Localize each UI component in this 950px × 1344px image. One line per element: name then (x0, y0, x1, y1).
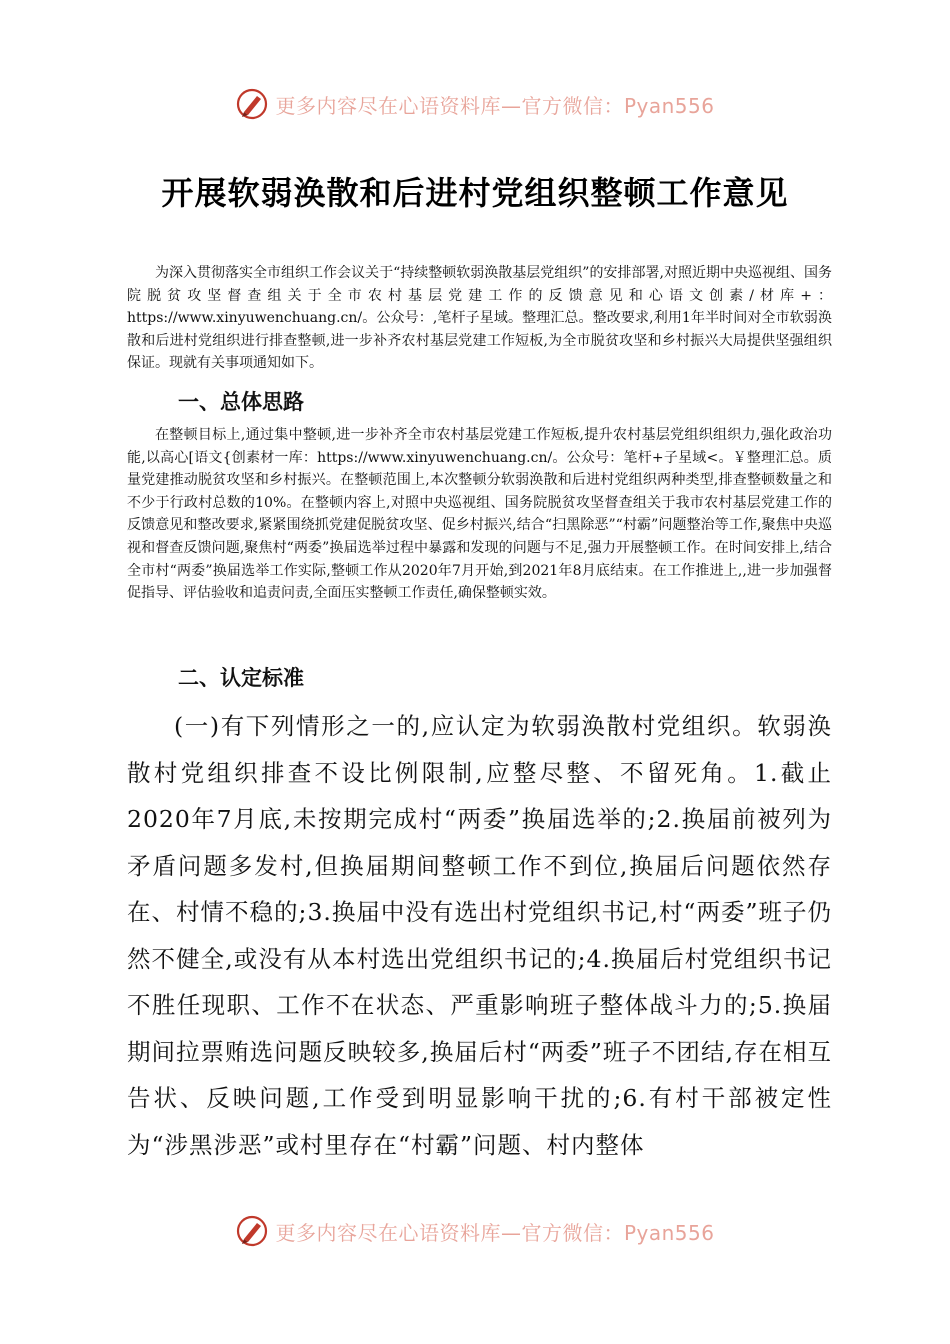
pen-logo-icon (235, 87, 269, 121)
watermark-header (0, 84, 950, 124)
watermark-text: 更多内容尽在心语资料库—官方微信：Pyan556 (275, 1220, 715, 1245)
section2-paragraph: (一)有下列情形之一的,应认定为软弱涣散村党组织。软弱涣散村党组织排查不设比例限制,应整尽整、不留死角。1.截止2020年7月底,未按期完成村“两委”换届选举的;2.换届前被列为矛盾问题多发村,但换届期间整顿工作不到位,换届后问题依然存在、村情不稳的;3.换届中没有选出村党组织书记,村“两委”班子仍然不健全,或没有从本村选出党组织书记的;4.换届后村党组织书记不胜任现职、工作不在状态、严重影响班子整体战斗力的;5.换届期间拉票贿选问题反映较多,换届后村“两委”班子不团结,存在相互告状、反映问题,工作受到明显影响干扰的;6.有村干部被定性为“涉黑涉恶”或村里存在“村霸”问题、村内整体 (127, 712, 832, 1159)
section1-paragraph: 在整顿目标上,通过集中整顿,进一步补齐全市农村基层党建工作短板,提升农村基层党组织组织力,强化政治功能,以高心[语文{创素材一库：https://www.xinyuwenchuang.cn/。公众号：笔杆+子星域<。￥整理汇总。质量党建推动脱贫攻坚和乡村振兴。在整顿范围上,本次整顿分软弱涣散和后进村党组织两种类型,排查整顿数量之和不少于行政村总数的10%。在整顿内容上,对照中央巡视组、国务院脱贫攻坚督查组关于我市农村基层党建工作的反馈意见和整改要求,紧紧围绕抓党建促脱贫攻坚、促乡村振兴,结合“扫黑除恶”“村霸”问题整治等工作,聚焦中央巡视和督查反馈问题,聚焦村“两委”换届选举过程中暴露和发现的问题与不足,强力开展整顿工作。在时间安排上,结合全市村“两委”换届选举工作实际,整顿工作从2020年7月开始,到2021年8月底结束。在工作推进上,,进一步加强督促指导、评估验收和追责问责,全面压实整顿工作责任,确保整顿实效。 (127, 427, 832, 602)
section2-heading: 二、认定标准 (178, 666, 304, 690)
section1-heading: 一、总体思路 (178, 390, 304, 414)
intro-paragraph: 为深入贯彻落实全市组织工作会议关于“持续整顿软弱涣散基层党组织”的安排部署,对照近期中央巡视组、国务院脱贫攻坚督查组关于全市农村基层党建工作的反馈意见和心语文创素/材库+：https://www.xinyuwenchuang.cn/。公众号：,笔杆子星域。整理汇总。整改要求,利用1年半时间对全市软弱涣散和后进村党组织进行排查整顿,进一步补齐农村基层党建工作短板,为全市脱贫攻坚和乡村振兴大局提供坚强组织保证。现就有关事项通知如下。 (127, 265, 832, 372)
pen-logo-icon (235, 1214, 269, 1248)
document-title: 开展软弱涣散和后进村党组织整顿工作意见 (161, 174, 789, 212)
watermark-text: 更多内容尽在心语资料库—官方微信：Pyan556 (275, 93, 715, 118)
watermark-footer (0, 1211, 950, 1251)
